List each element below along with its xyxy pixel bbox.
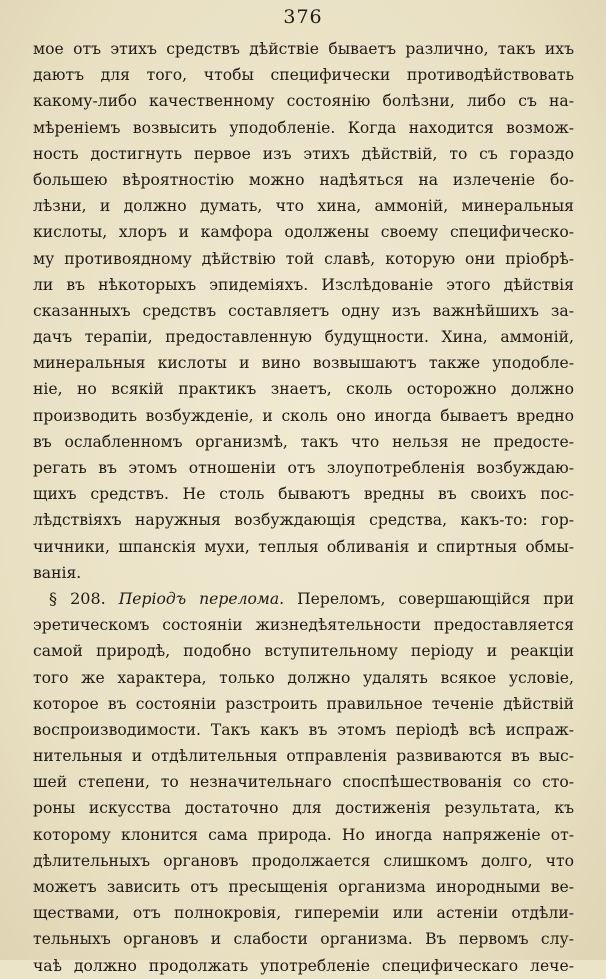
- text-line: мѣреніемъ возвысить уподобленіе. Когда находится возмож-: [33, 118, 574, 137]
- text-line: большею вѣроятностію можно надѣяться на излеченіе бо-: [33, 170, 574, 189]
- text-line: лѣдствіяхъ наружныя возбуждающія средства, какъ-то: гор-: [33, 511, 574, 530]
- text-line: нительныя и отдѣлительныя отправленія развиваются въ выс-: [33, 747, 574, 766]
- text-line: чичники, шпанскія мухи, теплыя обливанія и спиртныя обмы-: [33, 537, 574, 556]
- page-number: 376: [283, 6, 323, 28]
- body-text: [33, 36, 574, 979]
- text-line: ванія.: [33, 563, 82, 582]
- text-line: воспроизводимости. Такъ какъ въ этомъ періодѣ всѣ испраж-: [33, 720, 574, 739]
- text-line: регать въ этомъ отношеніи отъ злоупотребленія возбуждаю-: [33, 459, 574, 477]
- paragraph-1: [33, 36, 574, 586]
- text-line: дачъ терапіи, предоставленную будущности. Хина, аммоній,: [33, 328, 574, 347]
- text-line: ніе, но всякій практикъ знаетъ, сколь осторожно должно: [33, 380, 574, 399]
- text-line: роны искусства достаточно для достиженія результата, къ: [33, 799, 574, 818]
- text-line: минеральныя кислоты и вино возвышаютъ также уподобле-: [33, 354, 574, 373]
- section-number: § 208.: [49, 588, 106, 608]
- text-line: кислоты, хлоръ и камфора одолжены своему специфическо-: [33, 223, 574, 242]
- text-line: самой природѣ, подобно вступительному періоду и реакціи: [33, 642, 574, 661]
- text-line: ществами, отъ полнокровія, гипереміи или астеніи отдѣли-: [33, 904, 574, 923]
- text-line: производить возбужденіе, и сколь оно иногда бываетъ вредно: [33, 406, 574, 425]
- text-line: въ ослабленномъ организмѣ, такъ что нельзя не предосте-: [33, 432, 574, 451]
- text-line: ли въ нѣкоторыхъ эпидеміяхъ. Изслѣдованіе этого дѣйствія: [33, 275, 574, 294]
- text-line: того же характера, только должно удалять всякое условіе,: [33, 668, 574, 687]
- section-title: Періодъ перелома.: [118, 589, 285, 608]
- text-line: лѣзни, и должно думать, что хина, аммоній, минеральныя: [33, 197, 574, 216]
- text-line: му противоядному дѣйствію той славѣ, которую они пріобрѣ-: [33, 249, 574, 268]
- text-line: какому-либо качественному состоянію болѣзни, либо съ на-: [33, 92, 574, 111]
- text-line: эретическомъ состояніи жизнедѣятельности предоставляется: [33, 616, 574, 635]
- text-line: которое въ состояніи разстроить правильное теченіе дѣйствій: [33, 694, 574, 713]
- text-line: сказанныхъ средствъ составляетъ одну изъ важнѣйшихъ за-: [33, 301, 574, 320]
- text-line: дѣлительныхъ органовъ продолжается слишкомъ долго, что: [33, 851, 574, 870]
- text-line: можетъ зависить отъ пресыщенія организма инородными ве-: [33, 878, 574, 896]
- text-line: тельныхъ органовъ и слабости организма. Въ первомъ слу-: [33, 930, 574, 949]
- text-line: даютъ для того, чтобы специфически противодѣйствовать: [33, 66, 574, 85]
- text-line: мое отъ этихъ средствъ дѣйствіе бываетъ различно, такъ ихъ: [33, 40, 574, 58]
- section-first-line: Переломъ, совершающійся при: [297, 589, 575, 608]
- text-line: чаѣ должно продолжать употребленіе специфическаго лече-: [33, 956, 574, 975]
- text-line: шей степени, то незначительнаго споспѣшествованія со сто-: [33, 773, 574, 792]
- text-line: щихъ средствъ. Не столь бываютъ вредны въ своихъ пос-: [33, 485, 574, 504]
- section-heading-line: [33, 586, 574, 612]
- section-208: [33, 586, 574, 979]
- text-line: ность достигнуть первое изъ этихъ дѣйствій, то съ гораздо: [33, 144, 574, 163]
- text-line: которому клонится сама природа. Но иногда напряженіе от-: [33, 825, 574, 844]
